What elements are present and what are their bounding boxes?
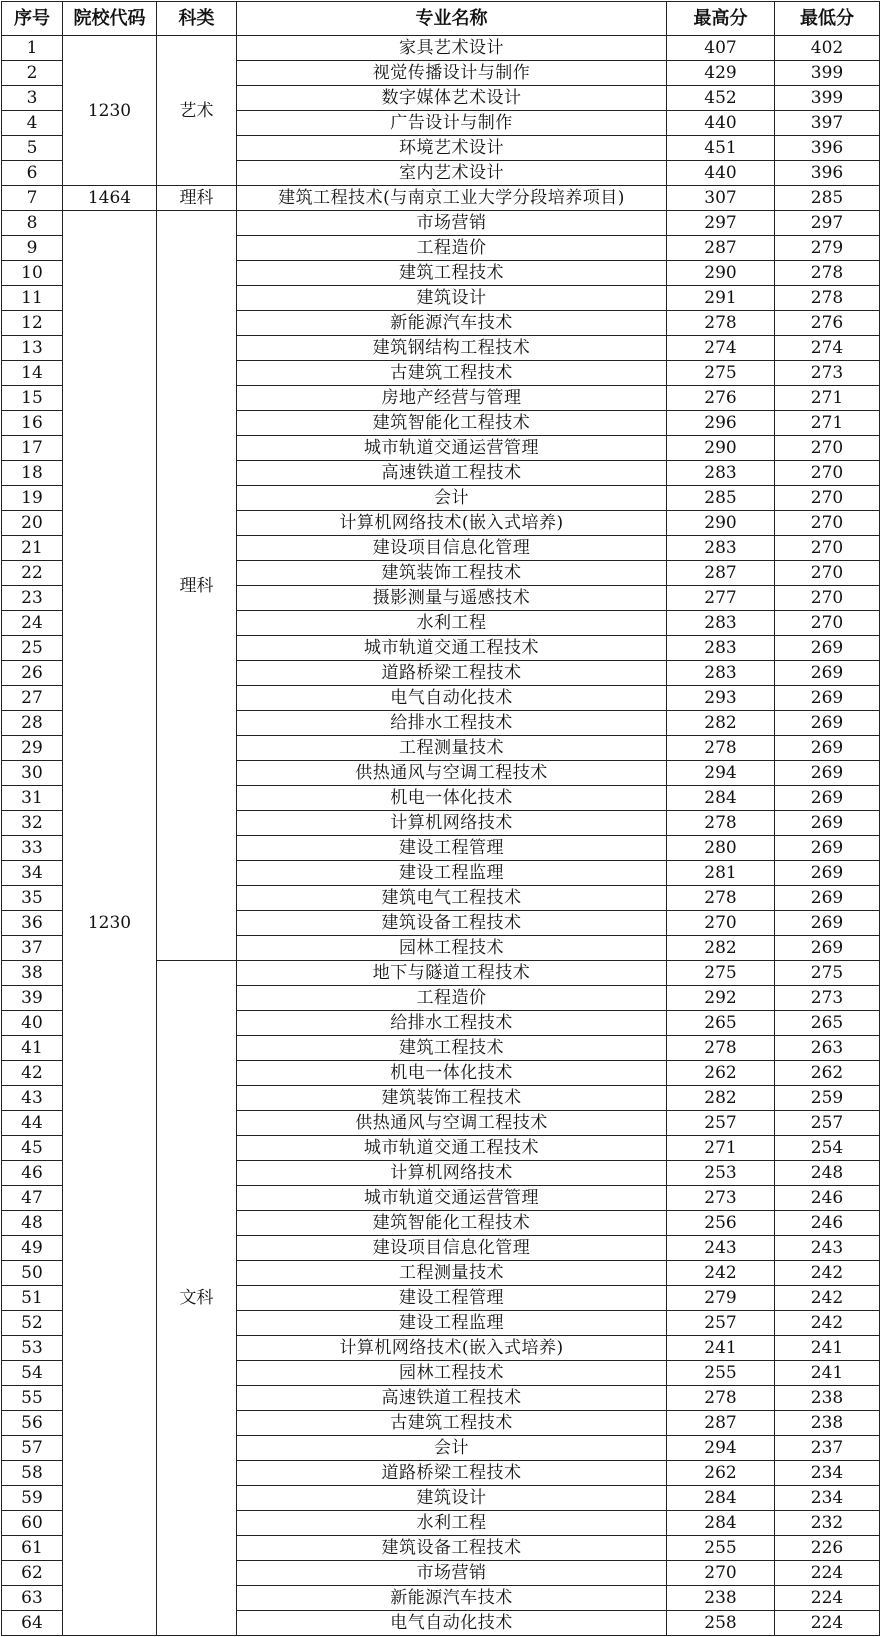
max-score-cell: 255 [667,1361,775,1386]
seq-cell: 31 [2,786,63,811]
min-score-cell: 269 [775,811,880,836]
max-score-cell: 451 [667,136,775,161]
min-score-cell: 285 [775,186,880,211]
min-score-cell: 270 [775,586,880,611]
seq-cell: 57 [2,1436,63,1461]
min-score-cell: 257 [775,1111,880,1136]
school-code-cell: 1230 [63,36,157,186]
max-score-cell: 281 [667,861,775,886]
seq-cell: 19 [2,486,63,511]
seq-cell: 61 [2,1536,63,1561]
max-score-cell: 283 [667,461,775,486]
min-score-cell: 271 [775,411,880,436]
max-score-cell: 407 [667,36,775,61]
major-name-cell: 高速铁道工程技术 [237,1386,667,1411]
min-score-cell: 243 [775,1236,880,1261]
seq-cell: 44 [2,1111,63,1136]
min-score-cell: 278 [775,286,880,311]
major-name-cell: 工程测量技术 [237,736,667,761]
min-score-cell: 226 [775,1536,880,1561]
seq-cell: 51 [2,1286,63,1311]
min-score-cell: 269 [775,636,880,661]
min-score-cell: 224 [775,1561,880,1586]
major-name-cell: 机电一体化技术 [237,786,667,811]
major-name-cell: 给排水工程技术 [237,1011,667,1036]
min-score-cell: 262 [775,1061,880,1086]
max-score-cell: 429 [667,61,775,86]
major-name-cell: 园林工程技术 [237,1361,667,1386]
major-name-cell: 摄影测量与遥感技术 [237,586,667,611]
seq-cell: 35 [2,886,63,911]
max-score-cell: 290 [667,436,775,461]
seq-cell: 25 [2,636,63,661]
min-score-cell: 396 [775,136,880,161]
major-name-cell: 城市轨道交通工程技术 [237,636,667,661]
max-score-cell: 282 [667,936,775,961]
seq-cell: 60 [2,1511,63,1536]
min-score-cell: 234 [775,1486,880,1511]
max-score-cell: 277 [667,586,775,611]
major-name-cell: 建筑装饰工程技术 [237,1086,667,1111]
max-score-cell: 283 [667,536,775,561]
max-score-cell: 287 [667,561,775,586]
seq-cell: 53 [2,1336,63,1361]
seq-cell: 4 [2,111,63,136]
seq-cell: 1 [2,36,63,61]
min-score-cell: 269 [775,911,880,936]
major-name-cell: 城市轨道交通运营管理 [237,1186,667,1211]
major-name-cell: 新能源汽车技术 [237,1586,667,1611]
major-name-cell: 园林工程技术 [237,936,667,961]
major-name-cell: 会计 [237,486,667,511]
major-name-cell: 建设项目信息化管理 [237,1236,667,1261]
min-score-cell: 269 [775,836,880,861]
min-score-cell: 269 [775,886,880,911]
min-score-cell: 224 [775,1611,880,1636]
min-score-cell: 246 [775,1186,880,1211]
major-name-cell: 建筑工程技术(与南京工业大学分段培养项目) [237,186,667,211]
max-score-cell: 297 [667,211,775,236]
seq-cell: 50 [2,1261,63,1286]
seq-cell: 30 [2,761,63,786]
major-name-cell: 机电一体化技术 [237,1061,667,1086]
max-score-cell: 256 [667,1211,775,1236]
major-name-cell: 建设工程管理 [237,836,667,861]
min-score-cell: 246 [775,1211,880,1236]
seq-cell: 15 [2,386,63,411]
category-cell: 理科 [157,211,237,961]
max-score-cell: 241 [667,1336,775,1361]
major-name-cell: 建筑设备工程技术 [237,911,667,936]
min-score-cell: 234 [775,1461,880,1486]
table-body [2,36,880,1636]
header-major-name: 专业名称 [237,2,667,36]
seq-cell: 26 [2,661,63,686]
major-name-cell: 工程造价 [237,986,667,1011]
max-score-cell: 270 [667,1561,775,1586]
major-name-cell: 市场营销 [237,211,667,236]
seq-cell: 20 [2,511,63,536]
max-score-cell: 278 [667,811,775,836]
major-name-cell: 建设项目信息化管理 [237,536,667,561]
min-score-cell: 269 [775,736,880,761]
major-name-cell: 新能源汽车技术 [237,311,667,336]
category-cell: 文科 [157,961,237,1636]
min-score-cell: 248 [775,1161,880,1186]
max-score-cell: 253 [667,1161,775,1186]
min-score-cell: 270 [775,486,880,511]
min-score-cell: 273 [775,361,880,386]
seq-cell: 59 [2,1486,63,1511]
admission-score-table [1,1,880,1636]
major-name-cell: 广告设计与制作 [237,111,667,136]
max-score-cell: 279 [667,1286,775,1311]
max-score-cell: 257 [667,1311,775,1336]
seq-cell: 28 [2,711,63,736]
seq-cell: 23 [2,586,63,611]
min-score-cell: 397 [775,111,880,136]
major-name-cell: 道路桥梁工程技术 [237,661,667,686]
min-score-cell: 396 [775,161,880,186]
min-score-cell: 242 [775,1286,880,1311]
major-name-cell: 建设工程监理 [237,1311,667,1336]
min-score-cell: 241 [775,1361,880,1386]
max-score-cell: 280 [667,836,775,861]
min-score-cell: 269 [775,761,880,786]
max-score-cell: 278 [667,886,775,911]
major-name-cell: 工程造价 [237,236,667,261]
min-score-cell: 265 [775,1011,880,1036]
min-score-cell: 242 [775,1261,880,1286]
seq-cell: 37 [2,936,63,961]
major-name-cell: 电气自动化技术 [237,686,667,711]
seq-cell: 63 [2,1586,63,1611]
min-score-cell: 232 [775,1511,880,1536]
header-min-score: 最低分 [775,2,880,36]
seq-cell: 52 [2,1311,63,1336]
max-score-cell: 265 [667,1011,775,1036]
max-score-cell: 275 [667,361,775,386]
max-score-cell: 270 [667,911,775,936]
seq-cell: 40 [2,1011,63,1036]
seq-cell: 49 [2,1236,63,1261]
major-name-cell: 室内艺术设计 [237,161,667,186]
major-name-cell: 电气自动化技术 [237,1611,667,1636]
max-score-cell: 291 [667,286,775,311]
min-score-cell: 270 [775,611,880,636]
max-score-cell: 307 [667,186,775,211]
max-score-cell: 258 [667,1611,775,1636]
seq-cell: 6 [2,161,63,186]
max-score-cell: 440 [667,161,775,186]
max-score-cell: 278 [667,1386,775,1411]
min-score-cell: 237 [775,1436,880,1461]
max-score-cell: 283 [667,636,775,661]
major-name-cell: 供热通风与空调工程技术 [237,1111,667,1136]
seq-cell: 46 [2,1161,63,1186]
major-name-cell: 工程测量技术 [237,1261,667,1286]
seq-cell: 10 [2,261,63,286]
seq-cell: 58 [2,1461,63,1486]
seq-cell: 47 [2,1186,63,1211]
header-seq: 序号 [2,2,63,36]
seq-cell: 9 [2,236,63,261]
seq-cell: 55 [2,1386,63,1411]
max-score-cell: 290 [667,261,775,286]
max-score-cell: 290 [667,511,775,536]
major-name-cell: 建筑钢结构工程技术 [237,336,667,361]
min-score-cell: 402 [775,36,880,61]
min-score-cell: 279 [775,236,880,261]
header-row [2,2,880,36]
seq-cell: 62 [2,1561,63,1586]
major-name-cell: 供热通风与空调工程技术 [237,761,667,786]
min-score-cell: 259 [775,1086,880,1111]
seq-cell: 41 [2,1036,63,1061]
max-score-cell: 287 [667,1411,775,1436]
seq-cell: 22 [2,561,63,586]
seq-cell: 5 [2,136,63,161]
max-score-cell: 292 [667,986,775,1011]
seq-cell: 56 [2,1411,63,1436]
seq-cell: 39 [2,986,63,1011]
major-name-cell: 数字媒体艺术设计 [237,86,667,111]
min-score-cell: 270 [775,511,880,536]
major-name-cell: 给排水工程技术 [237,711,667,736]
max-score-cell: 284 [667,786,775,811]
category-cell: 艺术 [157,36,237,186]
min-score-cell: 269 [775,786,880,811]
max-score-cell: 238 [667,1586,775,1611]
major-name-cell: 建筑工程技术 [237,261,667,286]
min-score-cell: 269 [775,661,880,686]
major-name-cell: 道路桥梁工程技术 [237,1461,667,1486]
min-score-cell: 274 [775,336,880,361]
max-score-cell: 278 [667,311,775,336]
header-max-score: 最高分 [667,2,775,36]
seq-cell: 11 [2,286,63,311]
min-score-cell: 273 [775,986,880,1011]
min-score-cell: 275 [775,961,880,986]
min-score-cell: 270 [775,536,880,561]
max-score-cell: 440 [667,111,775,136]
major-name-cell: 地下与隧道工程技术 [237,961,667,986]
category-cell: 理科 [157,186,237,211]
major-name-cell: 建筑装饰工程技术 [237,561,667,586]
max-score-cell: 452 [667,86,775,111]
major-name-cell: 高速铁道工程技术 [237,461,667,486]
seq-cell: 42 [2,1061,63,1086]
major-name-cell: 房地产经营与管理 [237,386,667,411]
min-score-cell: 297 [775,211,880,236]
major-name-cell: 城市轨道交通运营管理 [237,436,667,461]
max-score-cell: 296 [667,411,775,436]
max-score-cell: 282 [667,1086,775,1111]
seq-cell: 32 [2,811,63,836]
major-name-cell: 城市轨道交通工程技术 [237,1136,667,1161]
max-score-cell: 243 [667,1236,775,1261]
max-score-cell: 294 [667,1436,775,1461]
min-score-cell: 238 [775,1411,880,1436]
max-score-cell: 284 [667,1511,775,1536]
min-score-cell: 254 [775,1136,880,1161]
school-code-cell: 1464 [63,186,157,211]
min-score-cell: 269 [775,686,880,711]
max-score-cell: 276 [667,386,775,411]
header-category: 科类 [157,2,237,36]
max-score-cell: 242 [667,1261,775,1286]
max-score-cell: 273 [667,1186,775,1211]
min-score-cell: 241 [775,1336,880,1361]
seq-cell: 17 [2,436,63,461]
seq-cell: 48 [2,1211,63,1236]
min-score-cell: 270 [775,436,880,461]
major-name-cell: 计算机网络技术 [237,1161,667,1186]
min-score-cell: 269 [775,936,880,961]
max-score-cell: 255 [667,1536,775,1561]
major-name-cell: 会计 [237,1436,667,1461]
major-name-cell: 建筑工程技术 [237,1036,667,1061]
min-score-cell: 238 [775,1386,880,1411]
major-name-cell: 计算机网络技术(嵌入式培养) [237,1336,667,1361]
major-name-cell: 市场营销 [237,1561,667,1586]
school-code-cell: 1230 [63,211,157,1636]
major-name-cell: 建筑设计 [237,286,667,311]
max-score-cell: 294 [667,761,775,786]
seq-cell: 13 [2,336,63,361]
major-name-cell: 环境艺术设计 [237,136,667,161]
seq-cell: 16 [2,411,63,436]
seq-cell: 45 [2,1136,63,1161]
max-score-cell: 275 [667,961,775,986]
major-name-cell: 建筑电气工程技术 [237,886,667,911]
major-name-cell: 计算机网络技术 [237,811,667,836]
min-score-cell: 276 [775,311,880,336]
major-name-cell: 建设工程监理 [237,861,667,886]
seq-cell: 29 [2,736,63,761]
max-score-cell: 274 [667,336,775,361]
min-score-cell: 399 [775,61,880,86]
seq-cell: 27 [2,686,63,711]
major-name-cell: 计算机网络技术(嵌入式培养) [237,511,667,536]
max-score-cell: 278 [667,736,775,761]
min-score-cell: 263 [775,1036,880,1061]
major-name-cell: 建设工程管理 [237,1286,667,1311]
max-score-cell: 283 [667,661,775,686]
major-name-cell: 水利工程 [237,1511,667,1536]
major-name-cell: 建筑设计 [237,1486,667,1511]
max-score-cell: 278 [667,1036,775,1061]
min-score-cell: 269 [775,861,880,886]
max-score-cell: 285 [667,486,775,511]
seq-cell: 34 [2,861,63,886]
major-name-cell: 建筑智能化工程技术 [237,1211,667,1236]
seq-cell: 18 [2,461,63,486]
max-score-cell: 271 [667,1136,775,1161]
table-row [2,186,880,211]
min-score-cell: 269 [775,711,880,736]
major-name-cell: 视觉传播设计与制作 [237,61,667,86]
seq-cell: 64 [2,1611,63,1636]
min-score-cell: 270 [775,561,880,586]
seq-cell: 3 [2,86,63,111]
seq-cell: 2 [2,61,63,86]
major-name-cell: 建筑设备工程技术 [237,1536,667,1561]
seq-cell: 43 [2,1086,63,1111]
max-score-cell: 262 [667,1461,775,1486]
seq-cell: 21 [2,536,63,561]
min-score-cell: 242 [775,1311,880,1336]
seq-cell: 8 [2,211,63,236]
seq-cell: 33 [2,836,63,861]
max-score-cell: 293 [667,686,775,711]
table-row [2,211,880,236]
table-row [2,36,880,61]
min-score-cell: 399 [775,86,880,111]
max-score-cell: 257 [667,1111,775,1136]
min-score-cell: 224 [775,1586,880,1611]
seq-cell: 14 [2,361,63,386]
max-score-cell: 283 [667,611,775,636]
min-score-cell: 270 [775,461,880,486]
max-score-cell: 287 [667,236,775,261]
max-score-cell: 262 [667,1061,775,1086]
max-score-cell: 284 [667,1486,775,1511]
min-score-cell: 278 [775,261,880,286]
max-score-cell: 282 [667,711,775,736]
seq-cell: 12 [2,311,63,336]
major-name-cell: 建筑智能化工程技术 [237,411,667,436]
seq-cell: 54 [2,1361,63,1386]
seq-cell: 7 [2,186,63,211]
min-score-cell: 271 [775,386,880,411]
major-name-cell: 水利工程 [237,611,667,636]
major-name-cell: 古建筑工程技术 [237,1411,667,1436]
seq-cell: 36 [2,911,63,936]
major-name-cell: 古建筑工程技术 [237,361,667,386]
seq-cell: 24 [2,611,63,636]
seq-cell: 38 [2,961,63,986]
major-name-cell: 家具艺术设计 [237,36,667,61]
header-school-code: 院校代码 [63,2,157,36]
